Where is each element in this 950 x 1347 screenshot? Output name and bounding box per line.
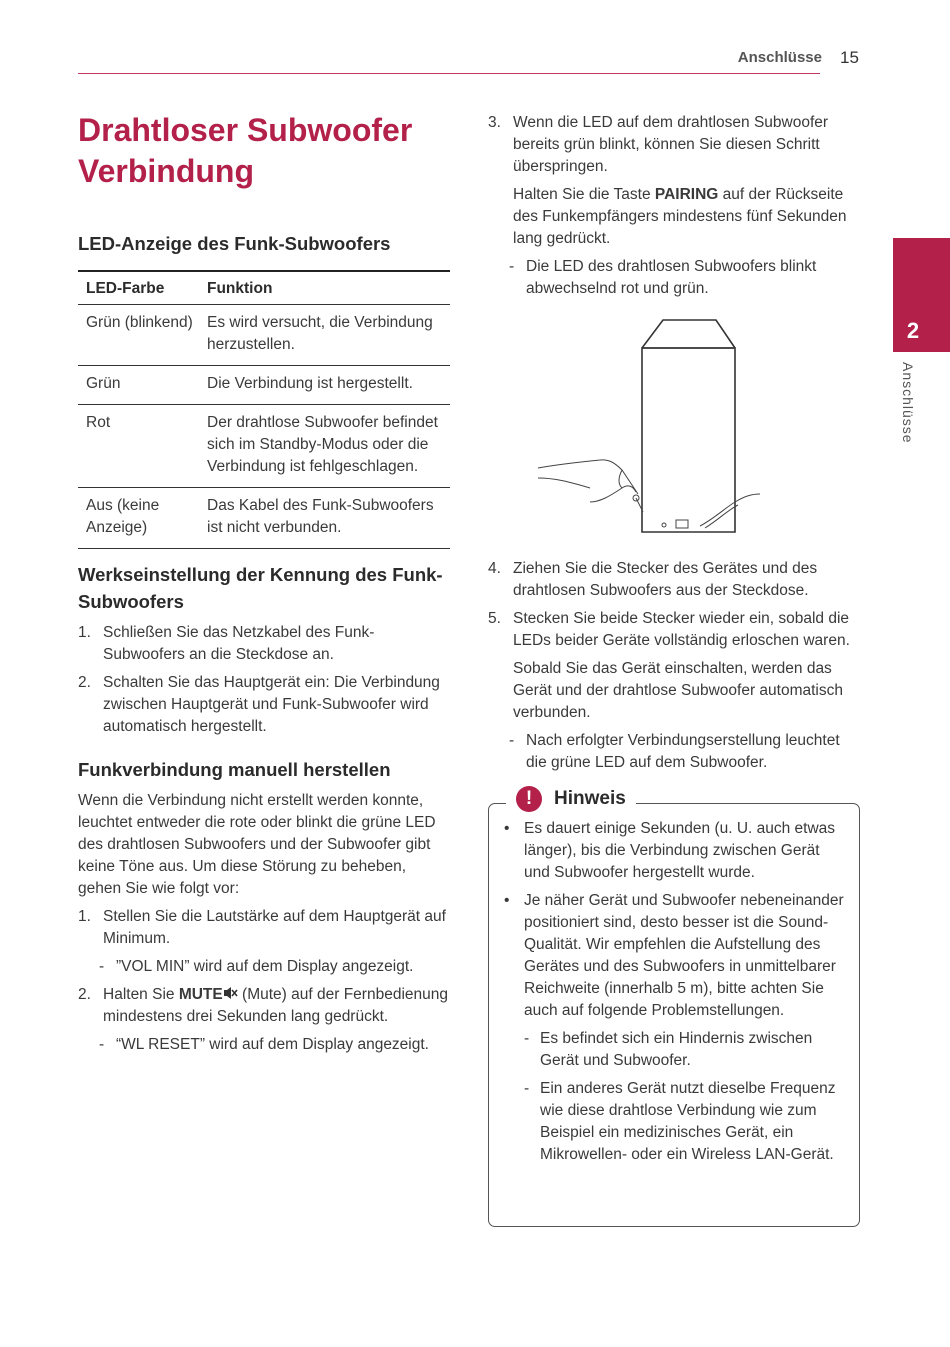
hint-bullet: • Je näher Gerät und Subwoofer nebeneinander positioniert sind, desto besser ist die Sound-Qualität. Wir empfehlen die Aufstellung des Gerätes und des Subwoofers in unmittelbarer Reichweite (innerhalb 5 m), bitte achten Sie auch auf folgende Problemstellungen. xyxy=(504,890,849,1022)
list-item xyxy=(78,906,452,950)
table-row xyxy=(78,366,450,405)
col-header-color: LED-Farbe xyxy=(86,280,165,297)
page-title: Drahtloser Subwoofer Verbindung xyxy=(78,112,413,189)
hint-sub-item: - Es befindet sich ein Hindernis zwischen Gerät und Subwoofer. xyxy=(504,1028,849,1072)
step-number: 1. xyxy=(78,908,91,925)
step-number: 1. xyxy=(78,624,91,641)
led-function-cell: Es wird versucht, die Verbindung herzustellen. xyxy=(207,314,433,353)
list-item xyxy=(488,558,862,602)
table-row xyxy=(78,305,450,366)
led-function-cell: Die Verbindung ist hergestellt. xyxy=(207,375,413,392)
led-function-cell: Das Kabel des Funk-Subwoofers ist nicht verbunden. xyxy=(207,497,434,536)
running-header-section: Anschlüsse xyxy=(737,49,822,66)
step-text: Stellen Sie die Lautstärke auf dem Hauptgerät auf Minimum. xyxy=(103,908,446,947)
step-number: 5. xyxy=(488,610,501,627)
list-item xyxy=(78,672,450,738)
step-number: 2. xyxy=(78,986,91,1003)
list-item xyxy=(488,608,862,652)
led-color-cell: Grün (blinkend) xyxy=(86,314,193,331)
list-item xyxy=(488,112,862,178)
step-text: Schalten Sie das Hauptgerät ein: Die Verbindung zwischen Hauptgerät und Funk-Subwoofer wird automatisch hergestellt. xyxy=(103,674,440,735)
manual-intro: Wenn die Verbindung nicht erstellt werden konnte, leuchtet entweder die rote oder blinkt die grüne LED des drahtlosen Subwoofers und der Subwoofer gibt keine Töne aus. Um diese Störung zu beheben, gehen Sie wie folgt vor: xyxy=(78,792,436,897)
factory-section-heading: Werkseinstellung der Kennung des Funk-Subwoofers xyxy=(78,564,443,612)
step-number: 4. xyxy=(488,560,501,577)
step-text: Wenn die LED auf dem drahtlosen Subwoofer bereits grün blinkt, können Sie diesen Schritt überspringen. xyxy=(513,114,829,175)
manual-right-column-top xyxy=(488,112,862,300)
step-text: Stecken Sie beide Stecker wieder ein, sobald die LEDs beider Geräte vollständig erloschen waren. xyxy=(513,610,850,649)
manual-left-column xyxy=(78,790,452,1056)
step-text: Ziehen Sie die Stecker des Gerätes und des drahtlosen Subwoofers aus der Steckdose. xyxy=(513,560,818,599)
hint-title: Hinweis xyxy=(554,788,626,809)
hint-header xyxy=(506,786,636,812)
led-table-header-row xyxy=(78,271,450,305)
chapter-number: 2 xyxy=(906,318,920,343)
step-number: 3. xyxy=(488,114,501,131)
step-text-pre: Halten Sie xyxy=(103,986,179,1003)
factory-steps xyxy=(78,622,450,738)
led-color-cell: Rot xyxy=(86,414,111,431)
step-text-post: (Mute) auf der Fernbedienung mindestens drei Sekunden lang gedrückt. xyxy=(103,986,448,1025)
exclamation-icon: ! xyxy=(516,786,542,812)
led-table xyxy=(78,270,450,549)
led-function-cell: Der drahtlose Subwoofer befindet sich im Standby-Modus oder die Verbindung ist fehlgeschlagen. xyxy=(207,414,438,475)
col-header-function: Funktion xyxy=(207,280,273,297)
manual-section-heading: Funkverbindung manuell herstellen xyxy=(78,759,391,780)
step-note: - ”VOL MIN” wird auf dem Display angezeigt. xyxy=(78,956,452,978)
subwoofer-pairing-illustration xyxy=(530,312,780,544)
table-row xyxy=(78,488,450,549)
pairing-key-label: PAIRING xyxy=(654,186,719,203)
step-paragraph: Sobald Sie das Gerät einschalten, werden das Gerät und der drahtlose Subwoofer automatisch verbunden. xyxy=(513,660,843,721)
step-paragraph xyxy=(488,184,862,250)
hint-content xyxy=(504,818,849,1166)
page-number: 15 xyxy=(840,48,859,67)
step-note: - Die LED des drahtlosen Subwoofers blinkt abwechselnd rot und grün. xyxy=(488,256,862,300)
step-note: - Nach erfolgter Verbindungserstellung leuchtet die grüne LED auf dem Subwoofer. xyxy=(488,730,862,774)
hint-bullet: • Es dauert einige Sekunden (u. U. auch etwas länger), bis die Verbindung zwischen Gerät und Subwoofer hergestellt wurde. xyxy=(504,818,849,884)
led-color-cell: Aus (keine Anzeige) xyxy=(86,497,160,536)
step-text-pre: Halten Sie die Taste xyxy=(513,186,655,203)
header-rule xyxy=(78,73,820,74)
led-section-heading: LED-Anzeige des Funk-Subwoofers xyxy=(78,233,391,254)
list-item xyxy=(78,622,450,666)
step-number: 2. xyxy=(78,674,91,691)
step-text-post: auf der Rückseite des Funkempfängers mindestens fünf Sekunden lang gedrückt. xyxy=(513,186,847,247)
chapter-label: Anschlüsse xyxy=(900,362,916,444)
step-note: - “WL RESET” wird auf dem Display angezeigt. xyxy=(78,1034,452,1056)
table-row xyxy=(78,405,450,488)
mute-icon xyxy=(223,986,238,1003)
step-text: Schließen Sie das Netzkabel des Funk-Subwoofers an die Steckdose an. xyxy=(103,624,375,663)
hint-sub-item: - Ein anderes Gerät nutzt dieselbe Frequenz wie diese drahtlose Verbindung wie zum Beispiel ein medizinisches Gerät, ein Mikrowellen- oder ein Wireless LAN-Gerät. xyxy=(504,1078,849,1166)
manual-right-column-bottom xyxy=(488,558,862,774)
mute-key-label: MUTE xyxy=(178,986,223,1003)
list-item xyxy=(78,984,452,1028)
led-color-cell: Grün xyxy=(86,375,121,392)
